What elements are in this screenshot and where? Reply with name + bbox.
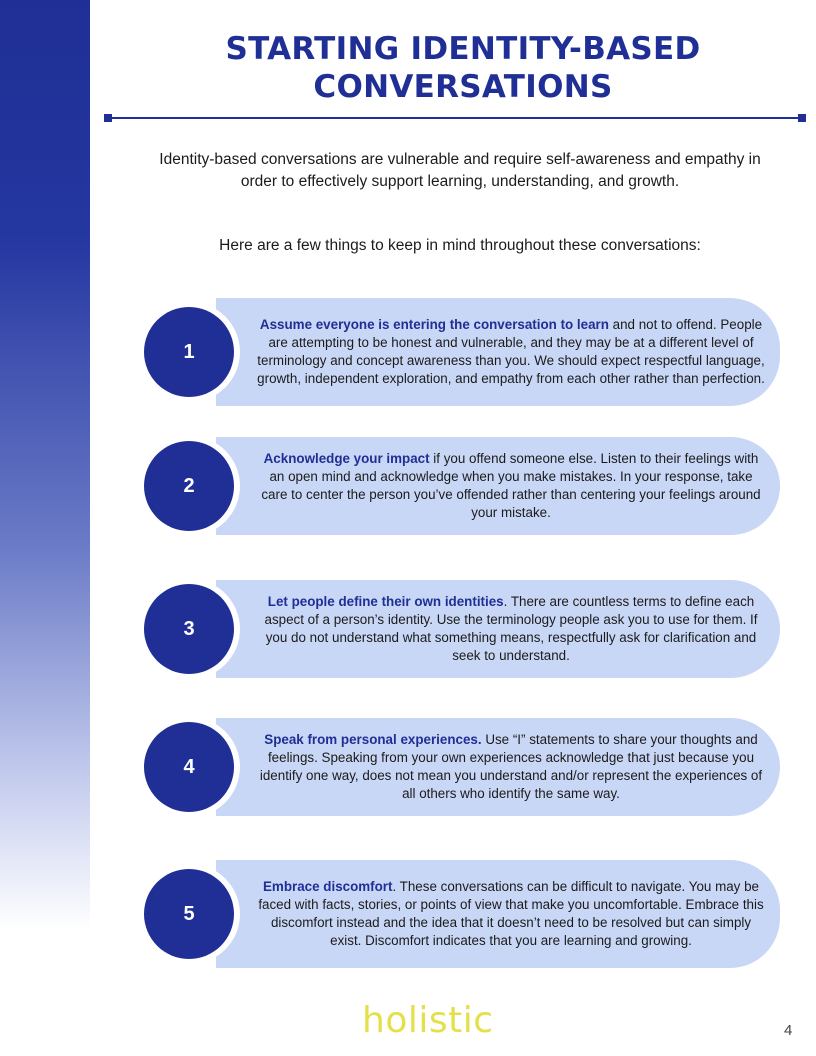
tip-body: . These conversations can be difficult to navigate. You may be faced with facts, stories, or points of view that make you uncomfortable. Embrace this discomfort instead and the idea that it doesn’t need to be resolved but can simply exist. Discomfort indicates that you are learning and growing. (258, 879, 764, 948)
intro-lead: Here are a few things to keep in mind throughout these conversations: (219, 237, 701, 254)
intro-paragraph: Identity-based conversations are vulnerable and require self-awareness and empathy in order to effectively support learning, understanding, and growth. (159, 151, 761, 190)
tip-text (256, 731, 766, 803)
tip-item-1 (144, 298, 780, 406)
page-title-line-1: STARTING IDENTITY-BASED (225, 31, 701, 67)
tip-text (256, 878, 766, 950)
tip-number-badge: 3 (144, 584, 234, 674)
tip-body: Use “I” statements to share your thoughts and feelings. Speaking from your own experiences acknowledge that just because you identify one way, does not mean you understand and/or represent the experiences of all others who identify the same way. (259, 732, 763, 801)
title-rule-right-cap (798, 114, 806, 122)
tip-bold-lead: Assume everyone is entering the conversation to learn (259, 317, 609, 332)
side-gradient-bar (0, 0, 90, 1056)
tip-text (256, 593, 766, 665)
tip-body: . There are countless terms to define each aspect of a person’s identity. Use the terminology people ask you to use for them. If you do not understand what something means, respectfully ask for clarification and seek to understand. (264, 594, 758, 663)
tip-bold-lead: Speak from personal experiences. (264, 732, 482, 747)
holistic-logo: holistic (362, 1000, 494, 1041)
tip-item-5 (144, 860, 780, 968)
tip-body: if you offend someone else. Listen to their feelings with an open mind and acknowledge when you make mistakes. In your response, take care to center the person you’ve offended rather than centering your feelings around your mistake. (261, 451, 761, 520)
page-number: 4 (784, 1022, 793, 1039)
tip-item-4 (144, 718, 780, 816)
page-title (130, 30, 796, 106)
tip-number-badge: 5 (144, 869, 234, 959)
tip-bold-lead: Let people define their own identities (267, 594, 504, 609)
tip-text (256, 450, 766, 522)
tip-number-badge: 1 (144, 307, 234, 397)
title-rule (108, 117, 802, 119)
tip-bold-lead: Embrace discomfort (263, 879, 393, 894)
tip-item-2 (144, 437, 780, 535)
tip-text (256, 316, 766, 388)
tip-item-3 (144, 580, 780, 678)
tip-number-badge: 4 (144, 722, 234, 812)
tip-number-badge: 2 (144, 441, 234, 531)
page-title-line-2: CONVERSATIONS (313, 69, 613, 105)
tip-bold-lead: Acknowledge your impact (263, 451, 430, 466)
tip-body: and not to offend. People are attempting to be honest and vulnerable, and they may be at a different level of terminology and concept awareness than you. We should expect respectful language, growth, independent exploration, and empathy from each other rather than perfection. (257, 317, 765, 386)
